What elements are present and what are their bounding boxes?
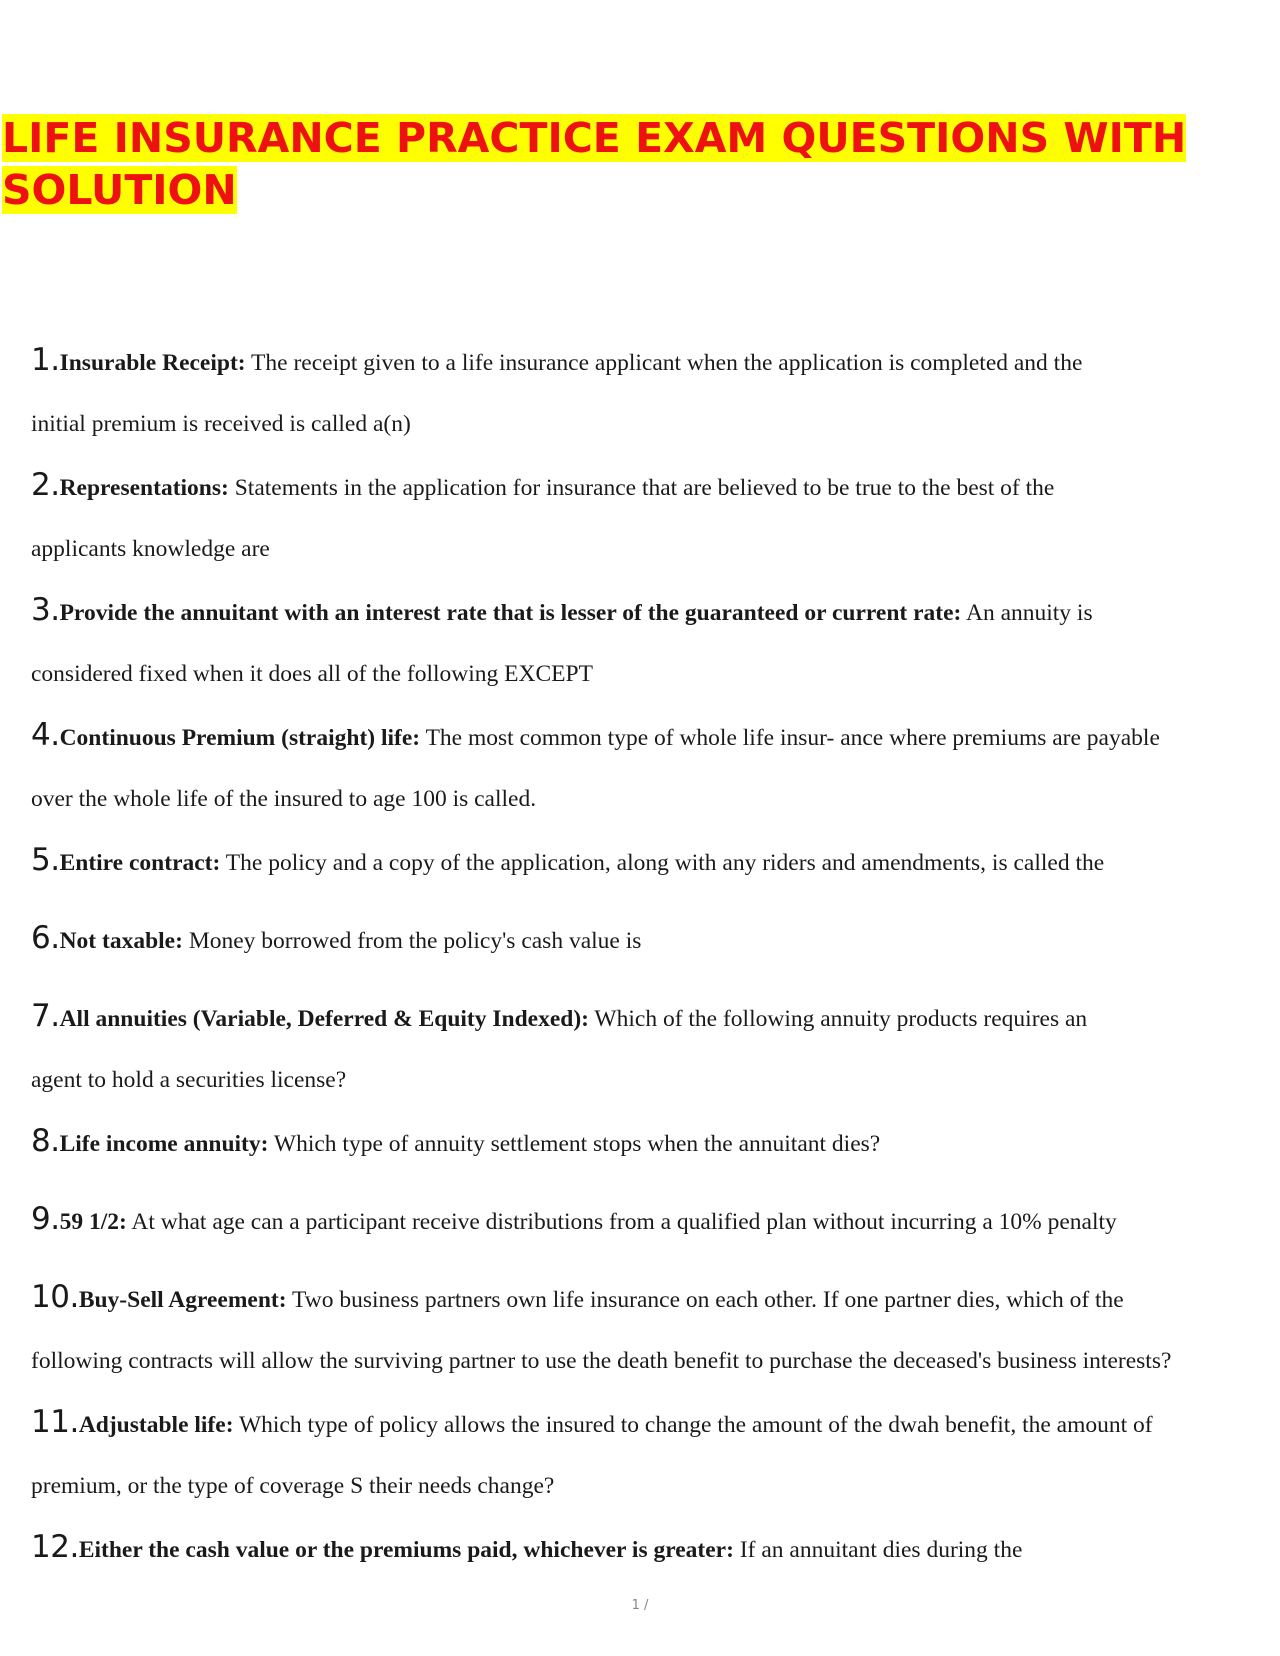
- question-text-continued: applicants knowledge are: [31, 536, 270, 562]
- question-text: The most common type of whole life insur- ance where premiums are payable: [420, 725, 1160, 751]
- title-line-1: LIFE INSURANCE PRACTICE EXAM QUESTIONS WITH: [2, 114, 1187, 162]
- question-text-continued: following contracts will allow the surviving partner to use the death benefit to purchase the deceased's business interests?: [31, 1348, 1172, 1374]
- question-item-2: [31, 455, 1261, 580]
- title-line-2: SOLUTION: [2, 166, 237, 214]
- spacer: [31, 1175, 1261, 1189]
- question-answer: All annuities (Variable, Deferred & Equity Indexed):: [59, 1006, 589, 1032]
- question-list: [31, 330, 1261, 1581]
- question-item-7: [31, 986, 1261, 1111]
- question-number: 8.: [31, 1123, 60, 1159]
- question-item-11: [31, 1392, 1261, 1517]
- question-item-3: [31, 580, 1261, 705]
- question-text-continued: over the whole life of the insured to age 100 is called.: [31, 786, 537, 812]
- question-number: 10.: [31, 1279, 79, 1315]
- question-text-continued: premium, or the type of coverage S their needs change?: [31, 1473, 555, 1499]
- question-answer: Buy-Sell Agreement:: [78, 1287, 287, 1313]
- question-answer: Continuous Premium (straight) life:: [59, 725, 421, 751]
- question-answer: Provide the annuitant with an interest rate that is lesser of the guaranteed or current rate:: [59, 600, 962, 626]
- question-text-continued: considered fixed when it does all of the following EXCEPT: [31, 661, 593, 687]
- page-number-indicator: 1 /: [631, 1598, 649, 1613]
- question-answer: Either the cash value or the premiums paid, whichever is greater:: [78, 1537, 734, 1563]
- question-item-4: [31, 705, 1261, 830]
- question-text: An annuity is: [961, 600, 1093, 626]
- question-number: 3.: [31, 592, 60, 628]
- question-item-1: [31, 330, 1261, 455]
- question-answer: Representations:: [59, 475, 229, 501]
- document-title: [2, 112, 1232, 216]
- spacer: [31, 1253, 1261, 1267]
- question-item-5: [31, 830, 1261, 894]
- question-text: The receipt given to a life insurance applicant when the application is completed and the: [245, 350, 1083, 376]
- question-answer: Insurable Receipt:: [59, 350, 246, 376]
- spacer: [31, 972, 1261, 986]
- question-text: Which type of policy allows the insured to change the amount of the dwah benefit, the amount of: [233, 1412, 1153, 1438]
- page-title: [2, 112, 1232, 216]
- question-item-12: [31, 1517, 1261, 1581]
- question-number: 4.: [31, 717, 60, 753]
- question-text-continued: agent to hold a securities license?: [31, 1067, 347, 1093]
- question-item-9: [31, 1189, 1261, 1253]
- question-number: 6.: [31, 920, 60, 956]
- spacer: [31, 894, 1261, 908]
- question-item-8: [31, 1111, 1261, 1175]
- question-number: 2.: [31, 467, 60, 503]
- question-answer: Life income annuity:: [59, 1131, 269, 1157]
- question-number: 1.: [31, 342, 60, 378]
- question-text: Statements in the application for insurance that are believed to be true to the best of the: [228, 475, 1055, 501]
- question-answer: Adjustable life:: [78, 1412, 234, 1438]
- question-text: Money borrowed from the policy's cash value is: [182, 928, 642, 954]
- question-item-10: [31, 1267, 1261, 1392]
- question-answer: Not taxable:: [59, 928, 183, 954]
- question-number: 12.: [31, 1529, 79, 1565]
- question-text: Two business partners own life insurance on each other. If one partner dies, which of the: [286, 1287, 1124, 1313]
- question-text: If an annuitant dies during the: [733, 1537, 1023, 1563]
- question-text: The policy and a copy of the application, along with any riders and amendments, is called the: [220, 850, 1105, 876]
- question-answer: 59 1/2:: [59, 1209, 127, 1235]
- question-item-6: [31, 908, 1261, 972]
- question-text-continued: initial premium is received is called a(n): [31, 411, 411, 437]
- question-number: 7.: [31, 998, 60, 1034]
- question-answer: Entire contract:: [59, 850, 221, 876]
- question-number: 5.: [31, 842, 60, 878]
- question-text: At what age can a participant receive distributions from a qualified plan without incurring a 10% penalty: [126, 1209, 1117, 1235]
- question-text: Which of the following annuity products requires an: [588, 1006, 1088, 1032]
- question-text: Which type of annuity settlement stops when the annuitant dies?: [268, 1131, 881, 1157]
- question-number: 9.: [31, 1201, 60, 1237]
- question-number: 11.: [31, 1404, 79, 1440]
